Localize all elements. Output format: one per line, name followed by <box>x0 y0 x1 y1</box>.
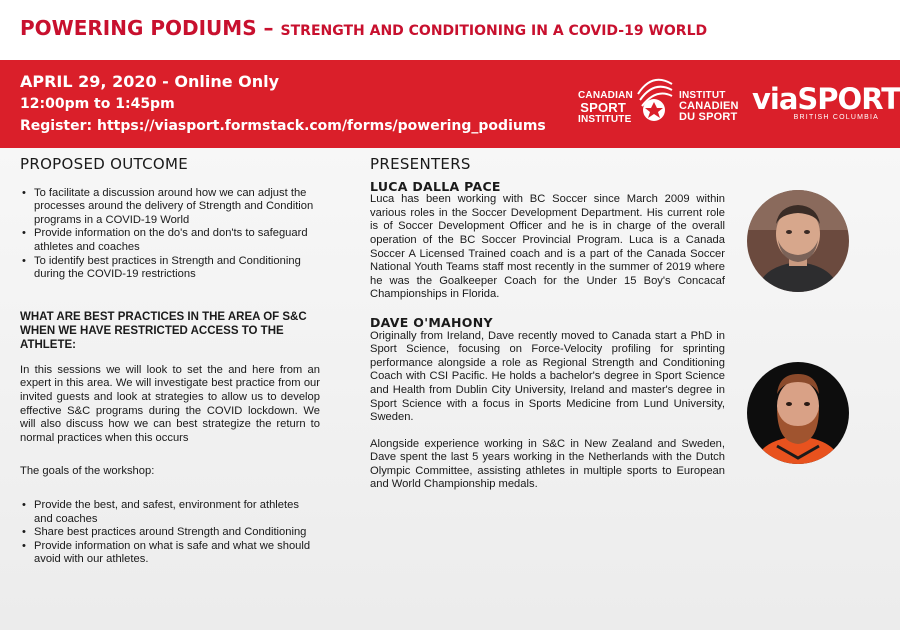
csi-en-line2: SPORT <box>580 100 626 115</box>
viasport-wordmark: viaSPORT <box>752 82 900 116</box>
list-item: • To identify best practices in Strength and Conditioning during the COVID-19 restrictions <box>20 255 320 282</box>
list-item: • To facilitate a discussion around how we can adjust the processes around the delivery of Strength and Condition programs in a COVID-19 World <box>20 187 320 228</box>
goals-list <box>20 499 320 567</box>
outcome-list <box>20 187 320 282</box>
presenter-2-bio: Originally from Ireland, Dave recently moved to Canada start a PhD in Sport Science, focusing on Force-Velocity profiling for sprinting performance alongside a role as Regional Strength and Conditioning Coach with CSI Pacific. He holds a bachelor's degree in Sport Science and Health from Dublin City University, Ireland and master's degree in Sport Science with a focus in Sports Medicine from Lund University, Sweden. <box>370 329 725 424</box>
event-time: 12:00pm to 1:45pm <box>20 96 175 112</box>
presenter-1-photo <box>747 190 849 292</box>
right-column <box>370 155 725 492</box>
csi-emblem-icon <box>632 74 676 130</box>
list-item: • Provide the best, and safest, environment for athletes and coaches <box>20 499 320 526</box>
left-column <box>20 155 320 567</box>
event-info <box>20 71 546 137</box>
csi-fr-line3: DU SPORT <box>679 111 738 123</box>
list-item: • Provide information on what is safe and what we should avoid with our athletes. <box>20 540 320 567</box>
csi-text-en <box>578 90 633 125</box>
title-sub: STRENGTH AND CONDITIONING IN A COVID-19 WORLD <box>280 23 708 39</box>
csi-en-line1: CANADIAN <box>578 90 633 101</box>
event-banner <box>0 60 900 148</box>
presenter-2-photo <box>747 362 849 464</box>
best-practices-heading: WHAT ARE BEST PRACTICES IN THE AREA OF S&C WHEN WE HAVE RESTRICTED ACCESS TO THE ATHLETE: <box>20 310 307 351</box>
title-dash: – <box>256 16 281 40</box>
csi-en-line3: INSTITUTE <box>578 114 632 125</box>
proposed-outcome-heading: PROPOSED OUTCOME <box>20 155 189 173</box>
list-item: • Share best practices around Strength and Conditioning <box>20 526 320 540</box>
event-date: APRIL 29, 2020 - Online Only <box>20 72 280 91</box>
title-main: POWERING PODIUMS <box>20 16 257 40</box>
csi-text-fr <box>679 90 739 123</box>
viasport-subtitle: BRITISH COLUMBIA <box>793 114 879 121</box>
presenter-2-name: DAVE O'MAHONY <box>370 314 493 330</box>
register-link[interactable]: Register: https://viasport.formstack.com/forms/powering_podiums <box>20 118 546 134</box>
presenter-1-bio: Luca has been working with BC Soccer since March 2009 within various roles in the Soccer Development Department. His current role is of Soccer Development Officer and he is in charge of the overall operation of the BC Soccer Provincial Program. Luca is a Canada Soccer A Licensed Trained coach and is a part of the Canada Soccer National Youth Teams staff most recently in the summer of 2019 where he was the Goalkeeper Coach for the Under 15 Boy's Concacaf Championships in Florida. <box>370 193 725 301</box>
viasport-logo <box>752 82 900 121</box>
csi-fr-line1: INSTITUT <box>679 90 726 101</box>
presenters-heading: PRESENTERS <box>370 155 471 173</box>
presenter-2-bio-continued: Alongside experience working in S&C in New Zealand and Sweden, Dave spent the last 5 years working in the Netherlands with the Dutch Olympic Committee, assisting athletes in multiple sports to European and World Championship medals. <box>370 437 725 491</box>
page-title <box>20 16 880 40</box>
goals-intro: The goals of the workshop: <box>20 465 155 478</box>
csi-logo <box>578 70 738 138</box>
presenter-1-name: LUCA DALLA PACE <box>370 178 501 194</box>
session-description: In this sessions we will look to set the and here from an expert in this area. We will investigate best practice from our invited guests and look at strategies to allow us to develop effective S&C programs during the COVID lockdown. We will also discuss how we can best strategize the return to normal practices when this occurs <box>20 363 320 444</box>
list-item: • Provide information on the do's and don'ts to safeguard athletes and coaches <box>20 227 320 254</box>
csi-fr-line2: CANADIEN <box>679 100 739 112</box>
